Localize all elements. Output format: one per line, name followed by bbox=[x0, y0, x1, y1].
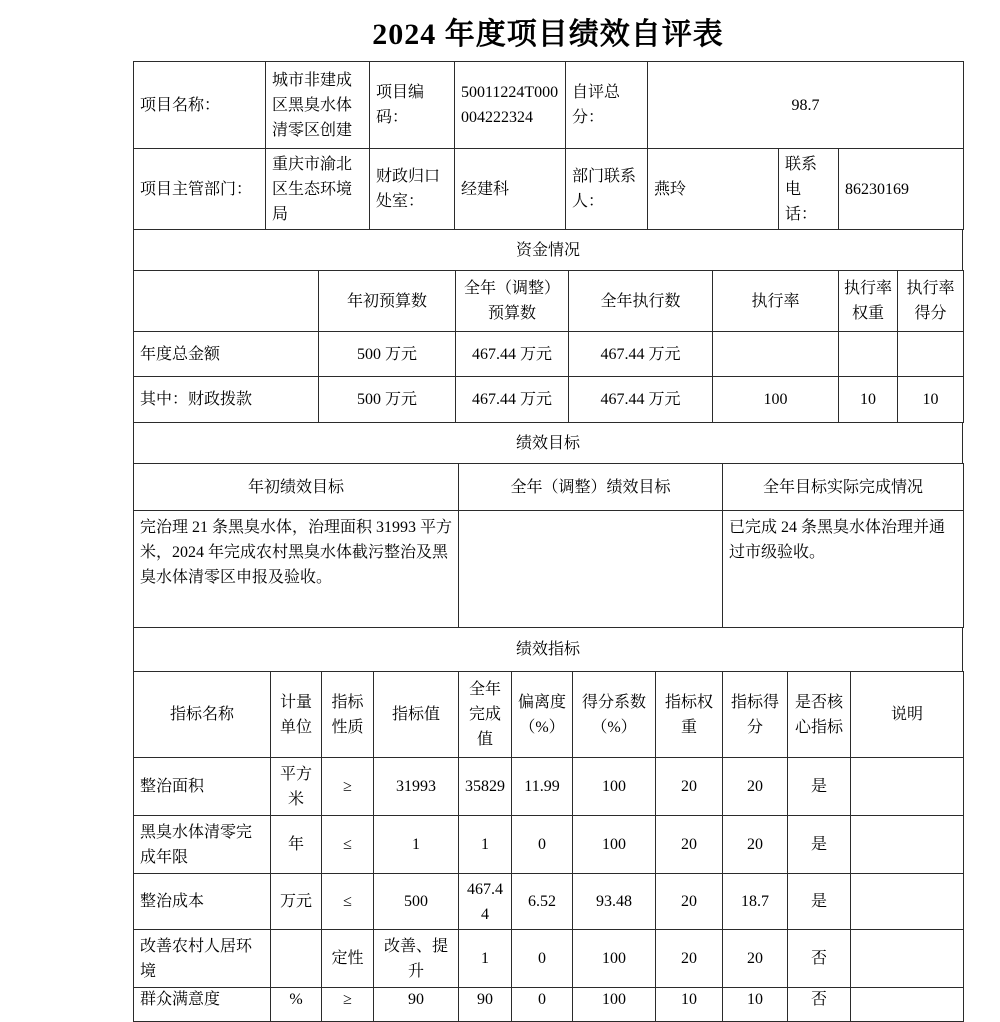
indicator-cell: 是 bbox=[788, 874, 851, 930]
indicator-cell: 20 bbox=[723, 816, 788, 874]
phone-label: 联系电话： bbox=[779, 149, 839, 230]
indicator-cell: 20 bbox=[656, 816, 723, 874]
finance-office-value: 经建科 bbox=[455, 149, 566, 230]
indicator-cell: 90 bbox=[459, 988, 512, 1022]
indicator-cell: 11.99 bbox=[512, 758, 573, 816]
indicator-name: 整治成本 bbox=[134, 874, 271, 930]
indicator-cell bbox=[851, 816, 964, 874]
funding-cell: 10 bbox=[898, 377, 964, 423]
target-actual-cell: 已完成 24 条黑臭水体治理并通过市级验收。 bbox=[723, 511, 964, 628]
column-header: 计量单位 bbox=[271, 672, 322, 758]
targets-section-bar bbox=[133, 422, 963, 464]
indicator-cell: 0 bbox=[512, 930, 573, 988]
column-header: 执行率 bbox=[713, 271, 839, 332]
indicator-cell: 年 bbox=[271, 816, 322, 874]
targets-table bbox=[133, 463, 964, 628]
table-row bbox=[134, 377, 964, 423]
indicator-cell: 100 bbox=[573, 988, 656, 1022]
indicator-cell: 90 bbox=[374, 988, 459, 1022]
indicator-cell: 20 bbox=[723, 930, 788, 988]
project-name-label: 项目名称： bbox=[134, 62, 266, 149]
target-adjusted-cell bbox=[459, 511, 723, 628]
funding-cell: 100 bbox=[713, 377, 839, 423]
table-row bbox=[134, 62, 964, 149]
indicator-cell: 是 bbox=[788, 758, 851, 816]
column-header: 全年执行数 bbox=[569, 271, 713, 332]
indicator-cell: 20 bbox=[723, 758, 788, 816]
funding-cell: 467.44 万元 bbox=[456, 377, 569, 423]
funding-row-label: 年度总金额 bbox=[134, 332, 319, 377]
table-row bbox=[134, 511, 964, 628]
indicator-cell: 10 bbox=[656, 988, 723, 1022]
column-header: 全年（调整）预算数 bbox=[456, 271, 569, 332]
indicator-cell: 改善、提升 bbox=[374, 930, 459, 988]
column-header: 指标权重 bbox=[656, 672, 723, 758]
indicator-name: 黑臭水体清零完成年限 bbox=[134, 816, 271, 874]
indicator-cell bbox=[851, 874, 964, 930]
project-info-table bbox=[133, 61, 964, 230]
indicator-cell: 100 bbox=[573, 930, 656, 988]
column-header: 年初预算数 bbox=[319, 271, 456, 332]
column-header: 指标名称 bbox=[134, 672, 271, 758]
column-header: 指标得分 bbox=[723, 672, 788, 758]
indicator-cell: 6.52 bbox=[512, 874, 573, 930]
column-header: 全年目标实际完成情况 bbox=[723, 464, 964, 511]
indicators-section-title: 绩效指标 bbox=[134, 628, 963, 672]
column-header bbox=[134, 271, 319, 332]
funding-row-label: 其中：财政拨款 bbox=[134, 377, 319, 423]
column-header: 指标值 bbox=[374, 672, 459, 758]
indicator-cell: % bbox=[271, 988, 322, 1022]
indicator-cell: 100 bbox=[573, 758, 656, 816]
table-row bbox=[134, 149, 964, 230]
column-header: 全年完成值 bbox=[459, 672, 512, 758]
table-row bbox=[134, 930, 964, 988]
funding-cell: 500 万元 bbox=[319, 332, 456, 377]
indicator-cell: 467.44 bbox=[459, 874, 512, 930]
dept-value: 重庆市渝北区生态环境局 bbox=[266, 149, 370, 230]
indicator-cell: 18.7 bbox=[723, 874, 788, 930]
funding-cell: 10 bbox=[839, 377, 898, 423]
indicator-cell: 10 bbox=[723, 988, 788, 1022]
contact-label: 部门联系人： bbox=[566, 149, 648, 230]
self-score-label: 自评总分： bbox=[566, 62, 648, 149]
funding-section-title: 资金情况 bbox=[134, 230, 963, 271]
indicator-cell: 100 bbox=[573, 816, 656, 874]
funding-cell: 500 万元 bbox=[319, 377, 456, 423]
column-header: 全年（调整）绩效目标 bbox=[459, 464, 723, 511]
indicator-name: 群众满意度 bbox=[134, 988, 271, 1022]
finance-office-label: 财政归口处室： bbox=[370, 149, 455, 230]
project-name-value: 城市非建成区黑臭水体清零区创建 bbox=[266, 62, 370, 149]
funding-cell: 467.44 万元 bbox=[569, 377, 713, 423]
indicator-cell: 93.48 bbox=[573, 874, 656, 930]
funding-cell bbox=[898, 332, 964, 377]
indicator-cell: 否 bbox=[788, 930, 851, 988]
indicator-cell: 20 bbox=[656, 874, 723, 930]
funding-cell: 467.44 万元 bbox=[456, 332, 569, 377]
funding-cell: 467.44 万元 bbox=[569, 332, 713, 377]
indicator-cell: 1 bbox=[459, 816, 512, 874]
indicator-cell: 0 bbox=[512, 816, 573, 874]
indicator-cell bbox=[851, 930, 964, 988]
project-code-value: 50011224T000004222324 bbox=[455, 62, 566, 149]
table-row bbox=[134, 874, 964, 930]
indicator-name: 整治面积 bbox=[134, 758, 271, 816]
indicator-cell: 是 bbox=[788, 816, 851, 874]
indicator-cell: 1 bbox=[374, 816, 459, 874]
indicator-cell: ≥ bbox=[322, 988, 374, 1022]
table-row bbox=[134, 758, 964, 816]
column-header: 偏离度（%） bbox=[512, 672, 573, 758]
indicator-cell: 1 bbox=[459, 930, 512, 988]
table-row bbox=[134, 332, 964, 377]
phone-value: 86230169 bbox=[839, 149, 964, 230]
indicator-name: 改善农村人居环境 bbox=[134, 930, 271, 988]
funding-cell bbox=[839, 332, 898, 377]
table-header-row bbox=[134, 464, 964, 511]
indicator-cell: ≤ bbox=[322, 874, 374, 930]
column-header: 执行率权重 bbox=[839, 271, 898, 332]
column-header: 年初绩效目标 bbox=[134, 464, 459, 511]
indicator-cell bbox=[851, 758, 964, 816]
column-header: 得分系数（%） bbox=[573, 672, 656, 758]
indicator-cell: 31993 bbox=[374, 758, 459, 816]
indicator-cell: 35829 bbox=[459, 758, 512, 816]
column-header: 是否核心指标 bbox=[788, 672, 851, 758]
indicator-cell: ≤ bbox=[322, 816, 374, 874]
indicator-cell: 定性 bbox=[322, 930, 374, 988]
column-header: 指标性质 bbox=[322, 672, 374, 758]
funding-table bbox=[133, 270, 964, 423]
funding-cell bbox=[713, 332, 839, 377]
dept-label: 项目主管部门： bbox=[134, 149, 266, 230]
target-initial-cell: 完治理 21 条黑臭水体，治理面积 31993 平方米，2024 年完成农村黑臭水体截污整治及黑臭水体清零区申报及验收。 bbox=[134, 511, 459, 628]
table-row bbox=[134, 816, 964, 874]
indicator-cell: 0 bbox=[512, 988, 573, 1022]
self-score-value: 98.7 bbox=[648, 62, 964, 149]
indicator-cell bbox=[271, 930, 322, 988]
document bbox=[133, 0, 963, 1022]
indicator-cell: ≥ bbox=[322, 758, 374, 816]
project-code-label: 项目编码： bbox=[370, 62, 455, 149]
indicator-cell: 500 bbox=[374, 874, 459, 930]
indicator-cell bbox=[851, 988, 964, 1022]
indicator-cell: 否 bbox=[788, 988, 851, 1022]
column-header: 执行率得分 bbox=[898, 271, 964, 332]
column-header: 说明 bbox=[851, 672, 964, 758]
indicator-cell: 20 bbox=[656, 930, 723, 988]
indicators-table bbox=[133, 671, 964, 1022]
page-title: 2024 年度项目绩效自评表 bbox=[372, 18, 724, 51]
targets-section-title: 绩效目标 bbox=[134, 423, 963, 464]
table-header-row bbox=[134, 271, 964, 332]
contact-value: 燕玲 bbox=[648, 149, 779, 230]
indicators-section-bar bbox=[133, 627, 963, 672]
table-row bbox=[134, 988, 964, 1022]
funding-section-bar bbox=[133, 229, 963, 271]
table-header-row bbox=[134, 672, 964, 758]
indicator-cell: 20 bbox=[656, 758, 723, 816]
indicator-cell: 万元 bbox=[271, 874, 322, 930]
indicator-cell: 平方米 bbox=[271, 758, 322, 816]
